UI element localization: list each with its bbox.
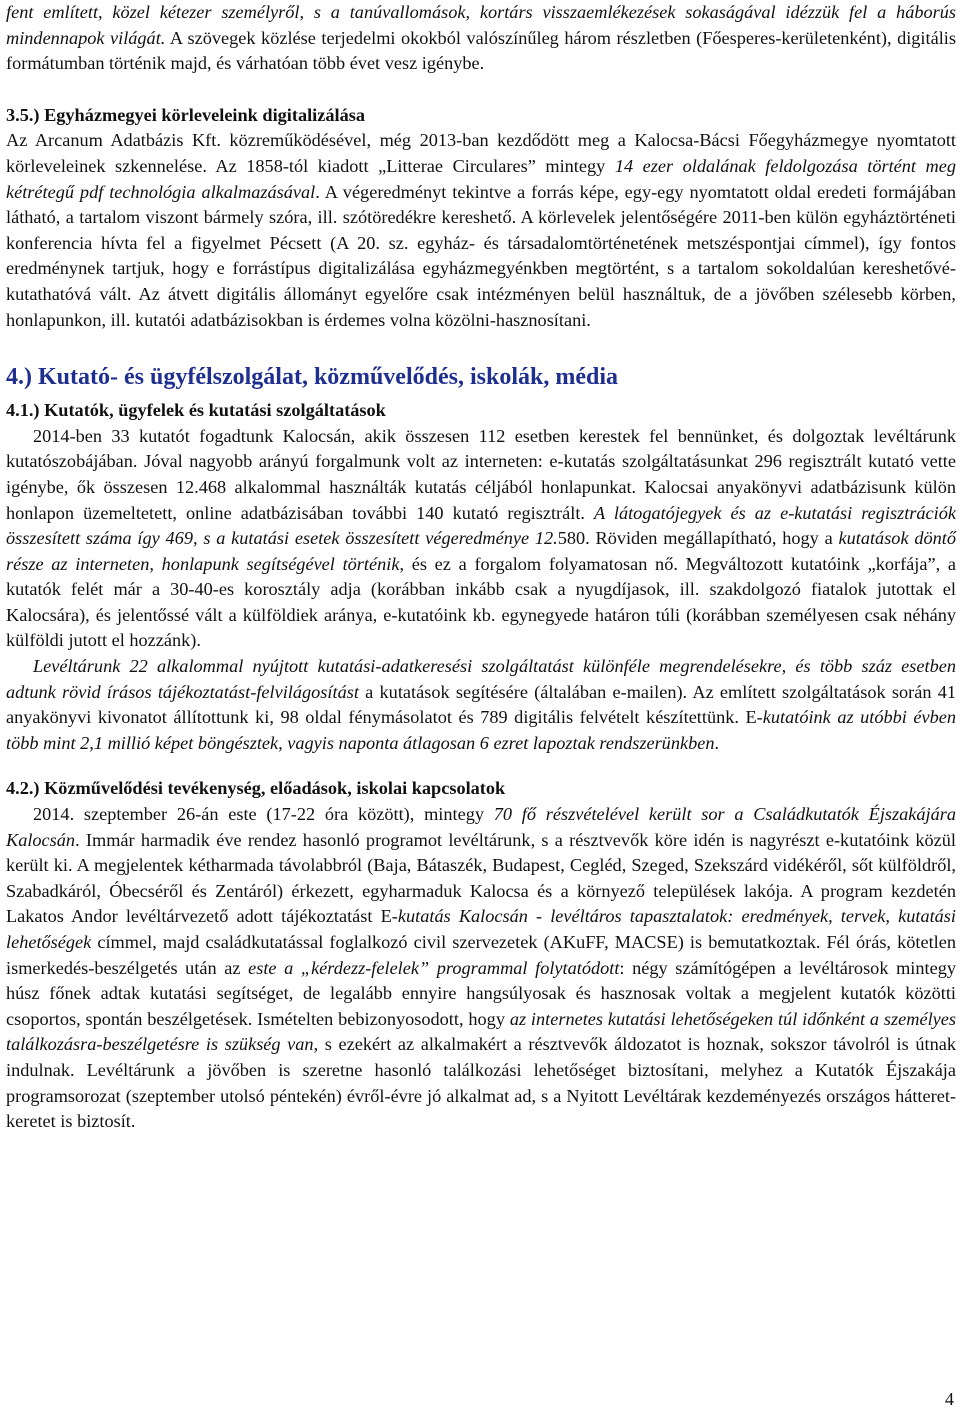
page-number: 4 [944,1389,954,1409]
section-4-1-paragraph-1: 2014-ben 33 kutatót fogadtunk Kalocsán, akik összesen 112 esetben kerestek fel bennünket, és dolgoztak levéltárunk kutatószobájában. Jóval nagyobb arányú forgalmunk volt az interneten: e-kutatás szolgáltatásunkat 296 regisztrált kutató vette igénybe, ők összesen 12.468 alkalommal használták kutatás céljából honlapunkat. Kalocsai anyakönyvi adatbázisunk külön honlapon üzemeltetett, online adatbázisában további 140 kutató regisztrált. A látogatójegyek és az e-kutatási regisztrációk összesített száma így 469, s a kutatási esetek összesített végeredménye 12.580. Röviden megállapítható, hogy a kutatások döntő része az interneten, honlapunk segítségével történik, és ez a forgalom folyamatosan nő. Megváltozott kutatóink „korfája”, a kutatók felét már a 30-40-es korosztály adja (korábban inkább csak a nyugdíjasok, ill. szakdolgozó fiatalok jutottak el Kalocsára), és jelentőssé vált a külföldiek aránya, e-kutatóink kb. egynegyede határon túli (korábban személyesen csak néhány külföldi jutott el hozzánk). [6,425,956,651]
section-4-1-heading: 4.1.) Kutatók, ügyfelek és kutatási szolgáltatások [6,400,386,421]
intro-paragraph [6,0,956,77]
intro-italic-text: fent említett, közel kétezer személyről, s a tanúvallomások, kortárs visszaemlékezések sokaságával idézzük fel a háborús mindennapok világát. [6,2,956,48]
intro-text: A szövegek közlése terjedelmi okokból valószínűleg három részletben (Főesperes-kerületenként), digitális formátumban történik majd, és várhatóan több évet vesz igénybe. [6,27,956,74]
section-4-1-paragraph-2: Levéltárunk 22 alkalommal nyújtott kutatási-adatkeresési szolgáltatást különféle megrendelésekre, és több száz esetben adtunk rövid írásos tájékoztatást-felvilágosítást a kutatások segítésére (általában e-mailen). Az említett szolgáltatások során 41 anyakönyvi kivonatot állítottunk ki, 98 oldal fénymásolatot és 789 digitális felvételt készítettünk. E-kutatóink az utóbbi évben több mint 2,1 millió képet böngésztek, vagyis naponta átlagosan 6 ezret lapoztak rendszerünkben. [6,656,957,753]
section-4-2-paragraph: 2014. szeptember 26-án este (17-22 óra között), mintegy 70 fő részvételével került sor a Családkutatók Éjszakájára Kalocsán. Immár harmadik éve rendez hasonló programot levéltárunk, s a résztvevők köre idén is nagyrészt e-kutatóink közül került ki. A megjelentek kétharmada távolabbról (Baja, Bátaszék, Budapest, Cegléd, Szeged, Szekszárd vidékéről, sőt külföldről, Szabadkáról, Óbecséről és Zentáról) érkezett, egyharmaduk Kalocsa és a környező települések lakója. A program kezdetén Lakatos Andor levéltárvezető adott tájékoztatást E-kutatás Kalocsán - levéltáros tapasztalatok: eredmények, tervek, kutatási lehetőségek címmel, majd családkutatással foglalkozó civil szervezetek (AKuFF, MACSE) is bemutatkoztak. Fél órás, kötetlen ismerkedés-beszélgetés után az este a „kérdezz-felelek” programmal folytatódott: négy számítógépen a levéltárosok mintegy húsz főnek adtak kutatási segítséget, de legalább ennyire hangsúlyosak és hasznosak voltak a megjelent kutatók közötti csoportos, spontán beszélgetések. Ismételten bebizonyosodott, hogy az internetes kutatási lehetőségeken túl időnként a személyes találkozásra-beszélgetésre is szükség van, s ezekért az alkalmakért a résztvevők áldozatot is hoznak, sokszor távolról is útnak indulnak. Levéltárunk a jövőben is szeretne hasonló találkozási lehetőséget biztosítani, melyhez a Kutatók Éjszakája programsorozat (szeptember utolsó péntekén) évről-évre jó alkalmat ad, s a Nyitott Levéltárak kezdeményezés országos hátteret-keretet is biztosít. [6,804,956,1132]
section-3-5-heading: 3.5.) Egyházmegyei körleveleink digitalizálása [6,104,365,125]
document-page [6,0,956,1135]
section-4-heading: 4.) Kutató- és ügyfélszolgálat, közművelődés, iskolák, média [6,364,618,391]
section-4-2-heading: 4.2.) Közművelődési tevékenység, előadások, iskolai kapcsolatok [6,778,506,799]
section-3-5-paragraph: Az Arcanum Adatbázis Kft. közreműködésével, még 2013-ban kezdődött meg a Kalocsa-Bácsi Főegyházmegye nyomtatott körleveleinek szkennelése. Az 1858-tól kiadott „Litterae Circulares” mintegy 14 ezer oldalának feldolgozása történt meg kétrétegű pdf technológia alkalmazásával. A végeredményt tekintve a forrás képe, egy-egy nyomtatott oldal eredeti formájában látható, a tartalom viszont bármely szóra, ill. szótöredékre kereshető. A körlevelek jelentőségére 2011-ben külön egyháztörténeti konferencia hívta fel a figyelmet Pécsett (A 20. sz. egyház- és társadalomtörténetének metszéspontjai címmel), így fontos eredménynek tartjuk, hogy e forrástípus digitalizálása egyházmegyénkben megtörtént, s a tartalom sokoldalúan kereshetővé-kutathatóvá vált. Az átvett digitális állományt egyelőre csak intézményen belül használtuk, de a jövőben szélesebb körben, honlapunkon, ill. kutatói adatbázisokban is érdemes volna közölni-hasznosítani. [6,130,956,330]
